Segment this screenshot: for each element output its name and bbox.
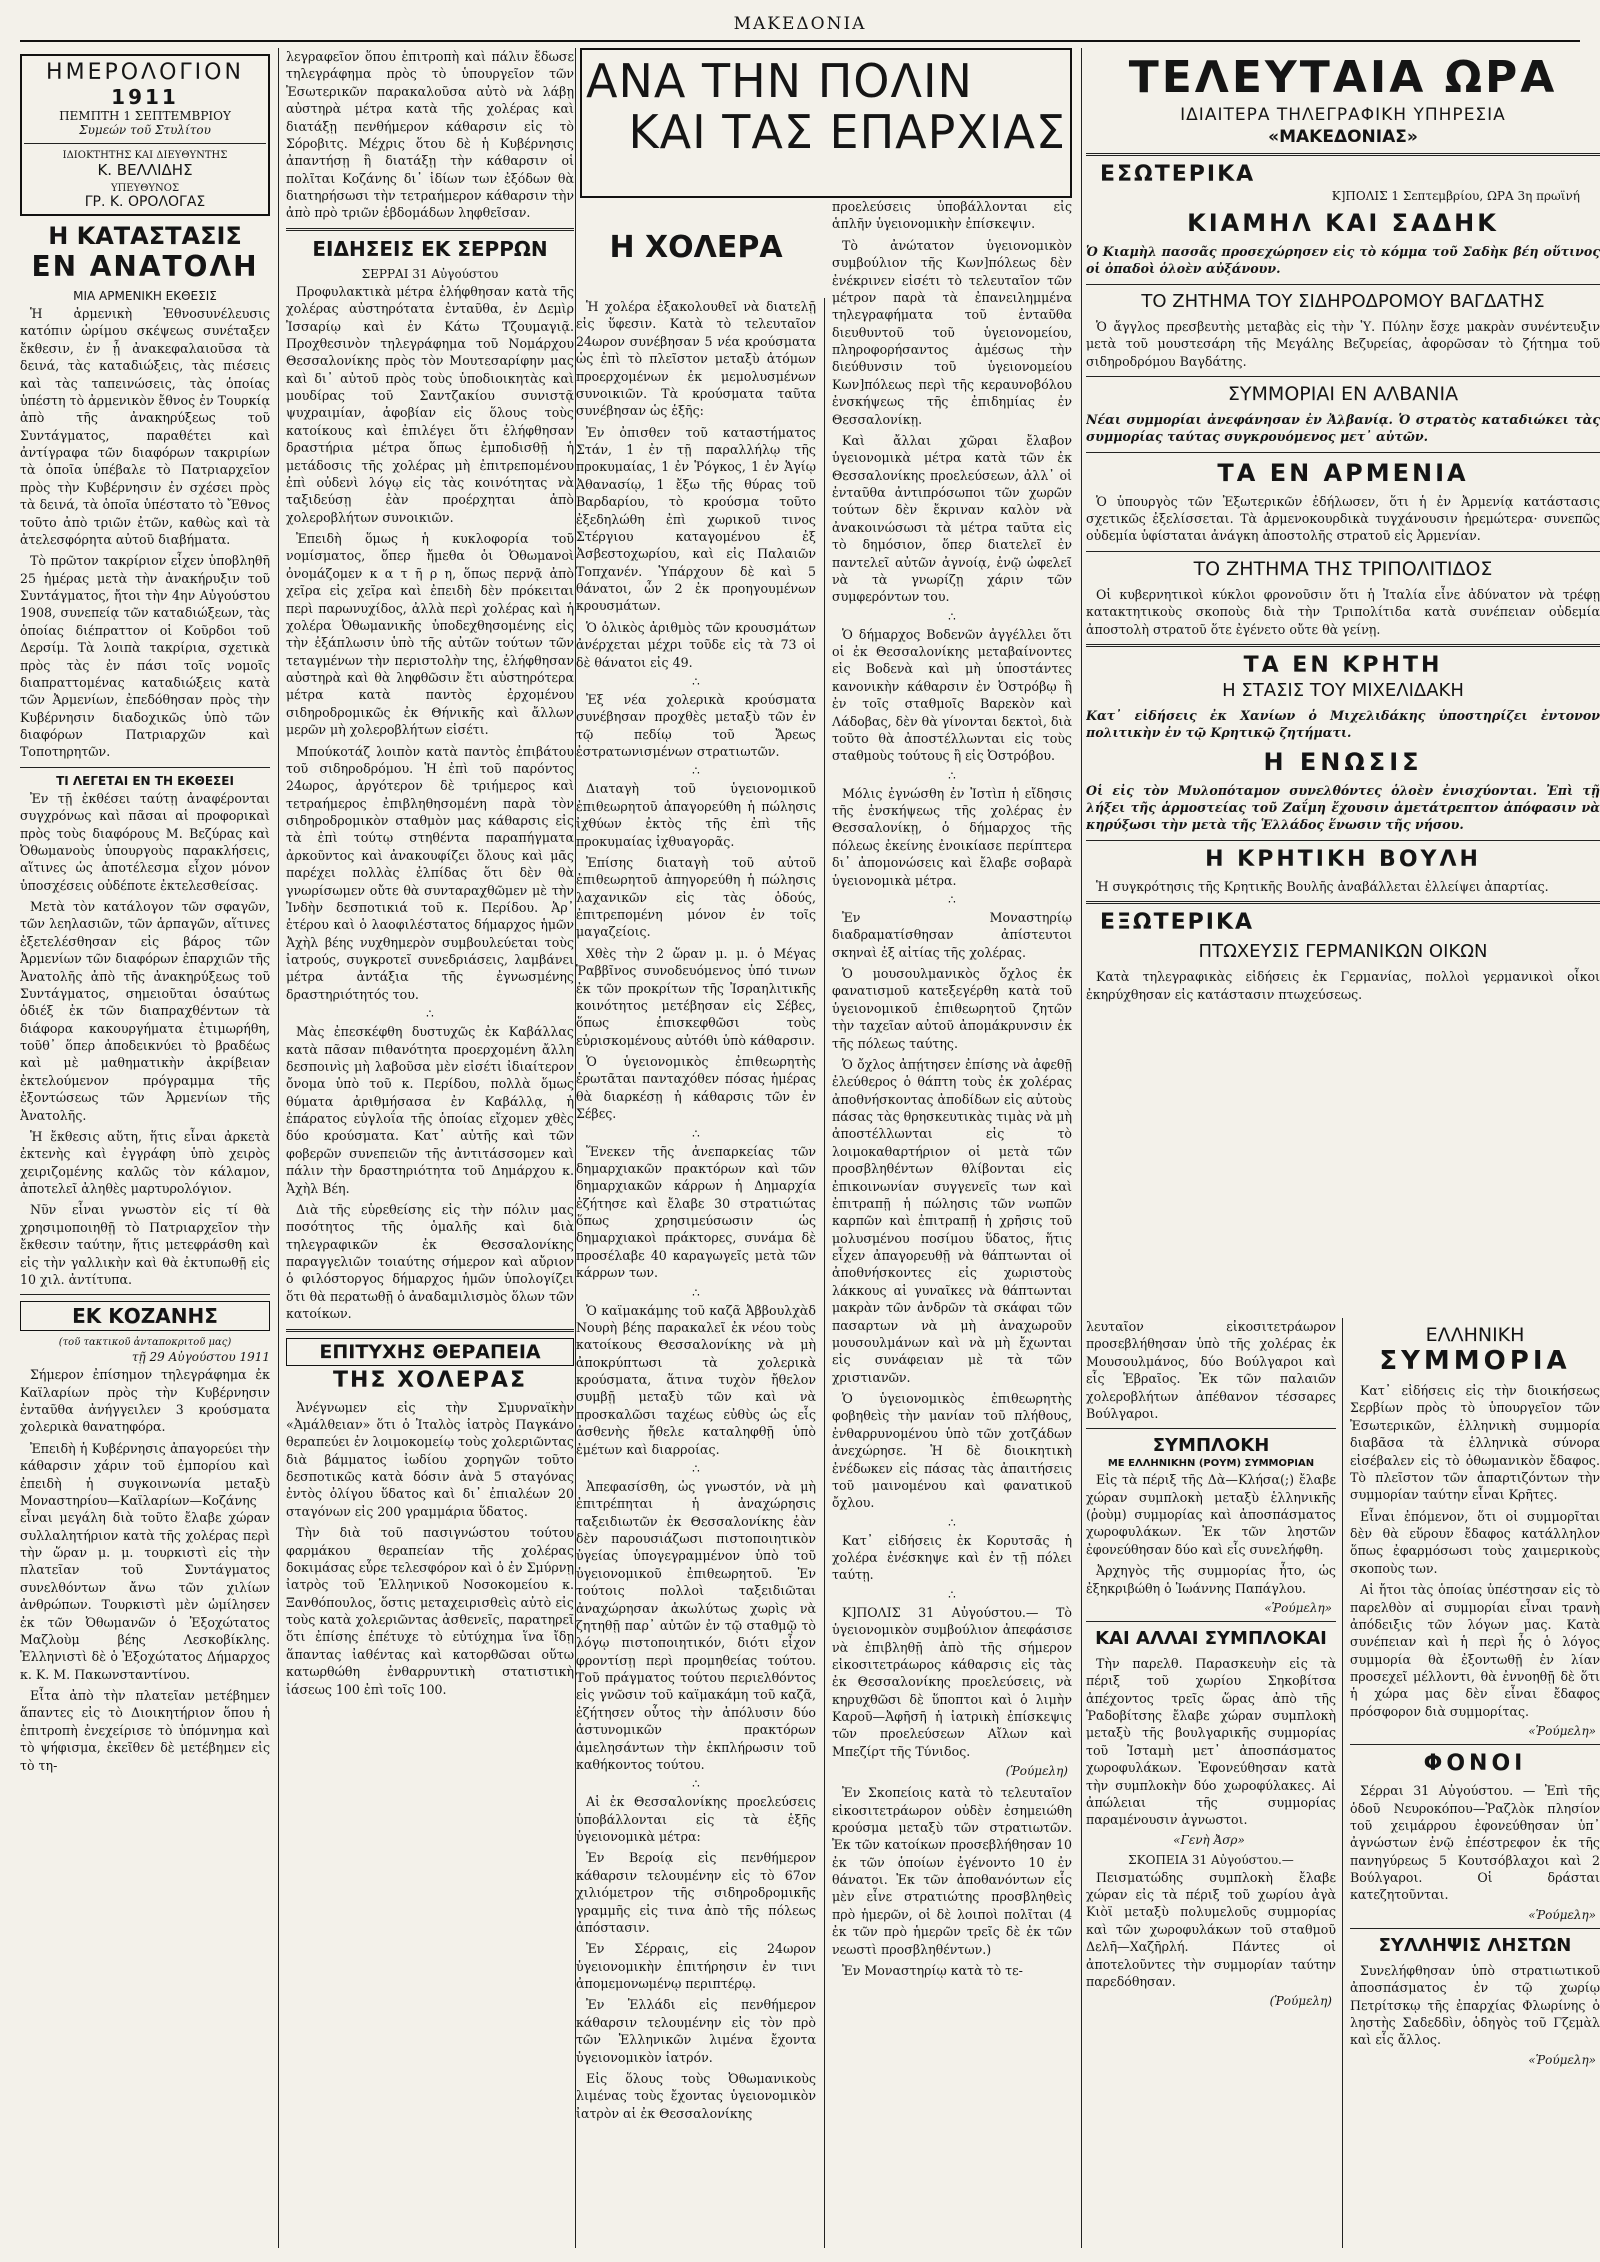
article-kozani-byline: (τοῦ τακτικοῦ ἀνταποκριτοῦ μας): [58, 1337, 232, 1349]
paragraph: Ἐν ὀπισθεν τοῦ καταστήματος Στάν, 1 ἐν τῇ παραλλήλῳ τῆς προκυμαίας, 1 ἐν Ῥόγκος, 1 ἐν Ἁγίῳ Ἀθανασίῳ, 1 ἔξω τῆς θύρας τοῦ Βαρδαρίου, τὸ κρούσμα τοῦτο ἐξεδηλώθη ἐπὶ χωρικοῦ τινος Στέργιου καταγομένου ἐξ Ἀσβεστοχωρίου, καὶ εἰς Παλαιῶν Τοπχανέν. Ὑπάρχουν δὲ καὶ 5 θάνατοι, ὧν 2 ἐκ προηγουμένων κρουσμάτων.: [576, 424, 816, 614]
paragraph: Ὁ καϊμακάμης τοῦ καζᾶ Ἀββουλχὰδ Νουρὴ βέης παρακαλεῖ ἐκ νέου τοὺς κατοίκους Θεσσαλονίκης νὰ μὴ ἀποκρύπτωσι τὰ χολερικὰ κρούσματα, ἅτινα τυχὸν ἤθελον συμβῇ μεταξὺ τῶν καὶ νὰ προσκαλῶσι ταχέως εὐθὺς ὡς εἷς ἀσθενὴς ἤθελε καταληφθῇ ὑπὸ ἐμέτων καὶ διαρροίας.: [576, 1302, 816, 1457]
signature: «Ῥούμελη»: [1264, 1600, 1332, 1615]
article-therapeia-headline-1: ΕΠΙΤΥΧΗΣ ΘΕΡΑΠΕΙΑ: [286, 1338, 574, 1366]
paragraph: Οἱ κυβερνητικοὶ κύκλοι φρονοῦσιν ὅτι ἡ Ἰταλία εἶνε ἀδύνατον νὰ τρέφῃ κατακτητικοὺς σκοποὺς διὰ τὴν Τριπολίτιδα κατὰ συνέπειαν οὐδεμία ἀποστολὴ στρατοῦ ὅτε ἐγένετο οὔτε θὰ γείνῃ.: [1086, 586, 1600, 637]
paragraph: προελεύσεις ὑποβάλλονται εἰς ἁπλῆν ὑγειονομικὴν ἐπίσκεψιν.: [832, 199, 1072, 232]
headline-german-bankruptcies: ΠΤΩΧΕΥΣΙΣ ΓΕΡΜΑΝΙΚΩΝ ΟΙΚΩΝ: [1198, 941, 1488, 963]
headline-other-clashes: ΚΑΙ ΑΛΛΑΙ ΣΥΜΠΛΟΚΑΙ: [1095, 1627, 1327, 1649]
signature: «Γενὴ Ἀσρ»: [1173, 1832, 1245, 1847]
paragraph: Τὸ πρῶτον τακρίριον εἶχεν ὑποβληθῆ 25 ἡμέρας μετὰ τὴν ἀνακήρυξιν τοῦ Συντάγματος, ἤτοι τὴν 4ην Αὐγούστου 1908, συνεπείᾳ τῶν καταδιώξεων, τὰς ὁποίας διέπραττον οἱ Κοῦρδοι τοῦ Δερσίμ. Τὰ λοιπὰ τακρίρια, σχετικὰ πρὸς τὰς ἐν πάσι τοῖς νομοῖς διαπραττομένας καταδιώξεις κατὰ τῶν Ἀρμενίων, ἐπεδόθησαν πρὸς τὴν Κυβέρνησιν διαδοχικῶς ὑπὸ τῶν διαφόρων Πατριαρχῶν καὶ Τοποτηρητῶν.: [20, 553, 270, 760]
paragraph: λεγραφεῖον ὅπου ἐπιτροπὴ καὶ πάλιν ἔδωσε τηλεγράφημα πρὸς τὸ ὑπουργεῖον τῶν Ἐσωτερικῶν παρακαλοῦσα αὐτὸ νὰ λάβῃ αὐστηρὰ μέτρα κατὰ τῆς χολέρας καὶ διατάξῃ πενθήμερον κάθαρσιν εἰς τὸ Σόροβιτς. Μέχρις ὅτου δὲ ἡ Κυβέρνησις ἀπαντήσῃ ἢ διατάξῃ τὴν κάθαρσιν οἱ πολῖται Κοζάνης δι᾽ ἰδίων των ἐξόδων θὰ διατηρήσωσι τὴν τετραήμερον κάθαρσιν τὴν ἀπὸ πρὸ τριῶν ἑβδομάδων ληφθεῖσαν.: [286, 49, 574, 221]
banner-line-2: ΚΑΙ ΤΑΣ ΕΠΑΡΧΙΑΣ: [628, 104, 1066, 159]
paragraph: Διὰ τῆς εὑρεθείσης εἰς τὴν πόλιν μας ποσότητος τῆς ὁμαλῆς καὶ διὰ τηλεγραφικῶν ἐκ Θεσσαλονίκης παραγγελιῶν τοιαύτης σήμερον καὶ αὔριον ὁ φιλόστοργος δήμαρχος ἡμῶν ὑπολογίζει ὅτι θὰ περατωθῇ ὁ ἀναδαμιλισμὸς ὅλων τῶν κατοίκων.: [286, 1201, 574, 1322]
paragraph: Ἕνεκεν τῆς ἀνεπαρκείας τῶν δημαρχιακῶν πρακτόρων καὶ τῶν δημαρχιακῶν κάρρων ἡ Δημαρχία ἐζήτησε καὶ ἔλαβε 30 στρατιώτας ὅπως χρησιμεύσωσιν ὡς δημαρχιακοὶ πράκτορες, συνάμα δὲ προσέλαβε 40 καραγωγεῖς μετὰ τῶν κάρρων των.: [576, 1143, 816, 1281]
column-4-lower: [1086, 1318, 1600, 2248]
paragraph: Ἐπίσης διαταγὴ τοῦ αὐτοῦ ἐπιθεωρητοῦ ἀπηγορεύθη ἡ πώλησις λαχανικῶν εἰς τὰς ὁδούς, ἐπιτρεπομένη μόνον ἐν τοῖς μαγαζείοις.: [576, 854, 816, 940]
paragraph: Σήμερον ἐπίσημον τηλεγράφημα ἐκ Καϊλαρίων πρὸς τὴν Κυβέρνησιν ἐνταῦθα ἀνήγγειλεν 3 κρούσματα χολερικὰ θανατηφόρα.: [20, 1367, 270, 1435]
cholera-headline: Η ΧΟΛΕΡΑ: [609, 230, 783, 265]
headline-tripolitania: ΤΟ ΖΗΤΗΜΑ ΤΗΣ ΤΡΙΠΟΛΙΤΙΔΟΣ: [1193, 557, 1493, 580]
paragraph: Εἰς ὅλους τοὺς Ὀθωμανικοὺς λιμένας τοὺς ἔχοντας ὑγειονομικὸν ἰατρὸν αἱ ἐκ Θεσσαλονίκης: [576, 2070, 816, 2121]
paragraph: Εἰς τὰ πέριξ τῆς Δὰ—Κλήσα(;) ἔλαβε χώραν συμπλοκὴ μεταξὺ ἑλληνικῆς (ῥοὺμ) συμμορίας καὶ ἀποσπάσματος χωροφυλάκων. Ἐκ τῶν ληστῶν ἐφονεύθησαν δύο καὶ εἷς συνελήφθη.: [1086, 1472, 1336, 1557]
paragraph: Κατ᾽ εἰδήσεις εἰς τὴν διοικήσεως Σερβίων πρὸς τὸ ὑπουργεῖον τῶν Ἐσωτερικῶν, ἑλληνικὴ συμμορία διαβᾶσα τὰ ἑλληνικὰ σύνορα εἰσέβαλεν εἰς τὸ ὀθωμανικὸν ἔδαφος. Τὸ πλεῖστον τῶν ἀπαρτιζόντων τὴν συμμορίαν ταύτην εἶναι Κρῆτες.: [1350, 1383, 1600, 1503]
headline-crete: ΤΑ ΕΝ ΚΡΗΤΗ: [1243, 652, 1443, 678]
headline-murders: ΦΟΝΟΙ: [1423, 1751, 1527, 1777]
columns: [20, 48, 1600, 2248]
last-hour-headline: ΤΕΛΕΥΤΑΙΑ ΩΡΑ: [1128, 52, 1558, 103]
paragraph: Εἶτα ἀπὸ τὴν πλατεῖαν μετέβημεν ἅπαντες εἰς τὸ Διοικητήριον ὅπου ἡ ἐπιτροπὴ ἐνεχείρισε τὸ ὑπόμνημα καὶ τὸ ψήφισμα, ἐκεῖθεν δὲ μετέβημεν εἰς τὸ τη-: [20, 1688, 270, 1773]
headline-bandit-arrest: ΣΥΛΛΗΨΙΣ ΛΗΣΤΩΝ: [1378, 1934, 1572, 1956]
paragraph: Ὁ Κιαμὴλ πασσᾶς προσεχώρησεν εἰς τὸ κόμμα τοῦ Σαδὴκ βέη οὕτινος οἱ ὀπαδοὶ ὁλοὲν αὐξάνουν.: [1086, 244, 1600, 277]
paragraph: Κ]ΠΟΛΙΣ 31 Αὐγούστου.— Τὸ ὑγειονομικὸν συμβούλιον ἀπεφάσισε νὰ ἐπιβληθῇ ἀπὸ τῆς σήμερον εἰκοσιτετράωρος κάθαρσις εἰς τὰς ἐκ Θεσσαλονίκης προελεύσεις, νὰ κηρυχθῶσι δὲ ὕποπτοι καὶ ὁ λιμὴν Καροῦ—Ἀφῆσῆ ἡ ἰατρικὴ ἐπίσκεψις τῶν προελεύσεων Αἴλων καὶ Μπεζίρτ τῆς Τύνιδος.: [832, 1604, 1072, 1759]
column-1: [20, 48, 270, 2248]
signature: «Ῥούμελη»: [1528, 1907, 1596, 1922]
paragraph: Ἡ ἀρμενικὴ Ἐθνοσυνέλευσις κατόπιν ὡρίμου σκέψεως συνέταξεν ἔκθεσιν, ἐν ᾗ ἀνακεφαλαιοῦσα τὰ δεινά, τὰς καταδιώξεις, τὰς πιέσεις καὶ τὰς ταπεινώσεις, τὰς ὁποίας ὑπέστη τὸ ἀρμενικὸν ἔθνος ἐν Τουρκίᾳ ἀπὸ τῆς ἀνακηρύξεως τοῦ Συντάγματος, παραθέτει καὶ ἀντίγραφα τῶν διαφόρων τακριρίων τὰ ὁποῖα ὑπέβαλε τὸ Πατριαρχεῖον πρὸς τὴν Κυβέρνησιν ἐν σχέσει πρὸς τὰ δεινά, τὰ ὁποῖα ὑπέστατο τὸ Ἔθνος τοῦτο ἀπὸ τριῶν ἐτῶν, καθὼς καὶ τὰ ἀτελεσφόρητα αὐτοῦ διαβήματα.: [20, 306, 270, 547]
owner-name: Κ. ΒΕΛΛΙΔΗΣ: [97, 161, 193, 179]
column-3: [576, 48, 1076, 2248]
subhead-symploki: ΜΕ ΕΛΛΗΝΙΚΗΝ (ΡΟΥΜ) ΣΥΜΜΟΡΙΑΝ: [1107, 1458, 1315, 1470]
paragraph: Τὴν παρελθ. Παρασκευὴν εἰς τὰ πέριξ τοῦ χωρίου Σηκοβίτσα ἀπέχοντος τρεῖς ὥρας ἀπὸ τῆς Ῥαδοβίτσης ἔλαβε χώραν συμπλοκὴ μεταξὺ τῆς βουλγαρικῆς συμμορίας τοῦ Ἰσταμὴ μετ᾽ ἀποσπάσματος χωροφυλάκων. Ἐφονεύθησαν κατὰ τὴν συμπλοκὴν δύο χωροφύλακες. Αἱ ἀπώλειαι τῆς συμμορίας παραμένουσιν ἀγνωστοι.: [1086, 1655, 1336, 1828]
article-kozani-date: τῇ 29 Αὐγούστου 1911: [131, 1350, 270, 1365]
paragraph: Αἱ ἐκ Θεσσαλονίκης προελεύσεις ὑποβάλλονται εἰς τὰ ἑξῆς ὑγειονομικὰ μέτρα:: [576, 1794, 816, 1844]
paragraph: Ἐν Μοναστηρίῳ διαδραματίσθησαν ἀπίστευτοι σκηναὶ ἐξ αἰτίας τῆς χολέρας.: [832, 909, 1072, 960]
paragraph: Κατ᾽ εἰδήσεις ἐκ Χανίων ὁ Μιχελιδάκης ὑποστηρίζει ἐντονον πολιτικὴν ἐν τῷ Κρητικῷ ζητήματι.: [1086, 707, 1600, 741]
column-4-lower-left: [1086, 1318, 1336, 2014]
paragraph: Αἱ ἤτοι τὰς ὁποίας ὑπέστησαν εἰς τὸ παρελθὸν αἱ συμμορίαι εἶναι τρανὴ ἀπόδειξις τῶν λόγων μας. Κατὰ συνέπειαν καὶ ἡ περὶ ἧς ὁ λόγος συμμορία θὰ ἐξοντωθῇ ἐν λίαν προσεχεῖ μέλλοντι, θὰ ἐννοηθῇ δὲ ὅτι ἡ χώρα μας δὲν εἶναι ἔδαφος πρόσφορον διὰ συμμορίτας.: [1350, 1582, 1600, 1719]
paragraph: Ὁ ὑγειονομικὸς ἐπιθεωρητὴς φοβηθεὶς τὴν μανίαν τοῦ πλήθους, ἐνθαρρυνομένου ὑπὸ τῶν χοτζάδων ἀνεχώρησε. Ἡ δὲ διοικητικὴ ἐνέδωκεν εἰς πάσας τὰς ἀπαιτήσεις τοῦ μαινομένου καὶ φανατικοῦ ὄχλου.: [832, 1391, 1072, 1511]
paragraph: Ὁ μουσουλμανικὸς ὄχλος ἐκ φανατισμοῦ κατεξεγέρθη κατὰ τοῦ ὑγειονομικοῦ ἐπιθεωρητοῦ ζητῶν τὴν ταχεῖαν αὐτοῦ ἀπομάκρυνσιν ἐκ τῆς πόλεως ταύτης.: [832, 966, 1072, 1051]
column-4: [1086, 48, 1600, 2248]
article-anatoli-subhead: ΜΙΑ ΑΡΜΕΝΙΚΗ ΕΚΘΕΣΙΣ: [73, 289, 217, 303]
paragraph: Μπούκοτάζ λοιπὸν κατὰ παντὸς ἐπιβάτου τοῦ σιδηροδρόμου. Ἡ ἐπὶ τοῦ παρόντος 24ωρος, ἀργότερον δὲ τριήμερος καὶ τετραήμερος ἐπιβληθησομένη παρὰ τὸν σιδηροδρομικὸν σταθμὸν μας κάθαρσις εἰς τὰ ἐπὶ τούτῳ στηθέντα παραπήγματα ἀρκοῦντος καὶ ἀνακουφίζει ὅλους καὶ μᾶς παρέχει πολλὰς ἐλπίδας ὅτι δὲν θὰ γνωρίσωμεν οὔτε θὰ συνταραχθῶμεν μὲ τὴν Ἰνδὴν δεσποτικιά τοῦ κ. Περίδου. Ἀρ᾽ ἑτέρου καὶ ὁ λαοφιλέστατος δήμαρχος ἡμῶν Ἀχὴλ βέης νυχθημερὸν συμβουλεύεται τοὺς ἰατρούς, συγκροτεῖ συνεδριάσεις, λαμβάνει μέτρα ἀντάξια τῆς ἐγνωσμένης δραστηριότητός του.: [286, 743, 574, 1002]
paragraph: Ἐπειδὴ ἡ Κυβέρνησις ἀπαγορεύει τὴν κάθαρσιν χάριν τοῦ ἐμπορίου καὶ ἐπειδὴ ἡ συγκοινωνία μεταξὺ Μοναστηρίου—Καϊλαρίων—Κοζάνης εἶναι μεγάλη διὰ τοῦτο ἔλαβε χώραν συλλαλητήριον κατὰ τῆς χολέρας περὶ τὴν ὥραν μ. μ. τουρκιστὶ εἰς τὴν πλατεῖαν τοῦ Συντάγματος συνελθόντων ἄνω τῶν χιλίων ἀνθρώπων. Τουρκιστὶ μὲν ὡμίλησεν ἐκ τῶν Ὀθωμανῶν ὁ Ἐξοχώτατος Μαζλοὺμ βέης Λεσκοβίκλης. Ἑλληνιστὶ δὲ ὁ Ἐξοχώτατος Δήμαρχος κ. Κ. Μ. Πακωνσταντίνου.: [20, 1440, 270, 1682]
paragraph: Ὁ ὑγειονομικὸς ἐπιθεωρητὴς ἐρωτᾶται πανταχόθεν πόσας ἡμέρας θὰ διαρκέσῃ ἡ κάθαρσις τῶν ἐν Σέβες.: [576, 1054, 816, 1122]
calendar-date: ΠΕΜΠΤΗ 1 ΣΕΠΤΕΜΒΡΙΟΥ: [59, 109, 231, 123]
responsible-label: ΥΠΕΥΘΥΝΟΣ: [110, 183, 180, 194]
paragraph: Τὸ ἀνώτατον ὑγειονομικὸν συμβούλιον τῆς Κων]πόλεως δὲν ἐνέκρινεν εἰσέτι τὸ τελευταῖον τῶν μέτρον παρὰ τὰ ἐπανειλημμένα τηλεγραφήματα τοῦ ἐνταῦθα διευθυντοῦ τοῦ ὑγειονομείου, πληροφορήσαντος ἀμέσως τὴν διεύθυνσιν τοῦ ὑγειονομείου Κων]πόλεως περὶ τῆς κεραυνοβόλου ἐνσκήψεως τῆς ἐπιδημίας ἐν Θεσσαλονίκῃ.: [832, 237, 1072, 427]
paragraph: Ἐπειδὴ ὅμως ἡ κυκλοφορία τοῦ νομίσματος, ὅπερ ἤμεθα ὁι Ὀθωμανοὶ ὀνομάζομεν κ α τ ῆ ρ η, ὅπως περνᾷ ἀπὸ χεῖρα εἰς χεῖρα καὶ ἐπειδὴ δὲν πρόκειται περὶ παρωνυχίδος, ἀλλὰ περὶ χολέρας καὶ ἡ χολέρα Ὀθωμανικῆς ὑποδεχθησομένης εἰς τὴν ἐξάπλωσιν ὑπὸ τῆς αὐτῶν τούτων τῶν τεταγμένων τὴν περιστολὴν της, ἐλήφθησαν αὐστηρὰ καὶ θὰ ληφθῶσιν ἔτι αὐστηρότερα μέτρα κατὰ παντὸς ἐρχομένου σιδηροδρομικῶς ἐκ Θήνικῆς καὶ ἄλλων μερῶν μὴ χολεροβλήτων εἰσέτι.: [286, 531, 574, 738]
paragraph: Κατὰ τηλεγραφικὰς εἰδήσεις ἐκ Γερμανίας, πολλοὶ γερμανικοὶ οἶκοι ἐκηρύχθησαν εἰς κατάστασιν πτωχεύσεως.: [1086, 969, 1600, 1002]
dateline-skopje: ΣΚΟΠΕΙΑ 31 Αὐγούστου.—: [1128, 1852, 1294, 1867]
paragraph: Μόλις ἐγνώσθη ἐν Ἰστὶπ ἡ εἴδησις τῆς ἐνσκήψεως τῆς χολέρας ἐν Θεσσαλονίκῃ, ὁ δήμαρχος τῆς πόλεως ἐκείνης ἐνοικίασε περίπτερα δι᾽ ἀπομονώσεις καὶ ἔλαβε σοβαρὰ ὑγειονομικὰ μέτρα.: [832, 785, 1072, 888]
calendar-title: ΗΜΕΡΟΛΟΓΙΟΝ: [46, 60, 244, 85]
calendar-year: 1911: [111, 85, 179, 109]
article-anatoli-headline-1: Η ΚΑΤΑΣΤΑΣΙΣ: [48, 222, 242, 250]
paragraph: Μετὰ τὸν κατάλογον τῶν σφαγῶν, τῶν λεηλασιῶν, τῶν ἁρπαγῶν, αἵτινες ἐξετελέσθησαν εἰς βάρος τῶν Ἀρμενίων τῶν διαφόρων ἐπαρχιῶν τῆς Ἀνατολῆς ἀπὸ τῆς ἀνακηρύξεως τοῦ Συντάγματος, σημειοῦται ὁσαύτως ὁδιέξ ἐκ τῶν διαπραχθέντων τὰ διάφορα κακουργήματα ἐτιμωρήθη, τοῦθ᾽ ὅπερ ἀποδεικνύει τὸ βραδέως καὶ μὲ μαθηματικὴν ἀκρίβειαν ἐκτελούμενον πρόγραμμα τῆς ἐξοντώσεως τῶν Ἀρμενίων τῆς Ἀνατολῆς.: [20, 899, 270, 1123]
paragraph: Ἀπεφασίσθη, ὡς γνωστόν, νὰ μὴ ἐπιτρέπηται ἡ ἀναχώρησις ταξειδιωτῶν ἐκ Θεσσαλονίκης ἐὰν δὲν παρουσιάζωσι πιστοποιητικὸν ὑγείας ὑπογεγραμμένον ὑπὸ τοῦ ὑγειονομικοῦ ἐπιθεωρητοῦ. Ἐν τούτοις πολλοὶ ταξειδιῶται ἀναχώρησαν ἀκωλύτως χωρὶς νὰ ζητηθῇ παρ᾽ αὐτῶν ἐν τῷ σταθμῷ τὸ λόγῳ πιστοποιητικόν, διότι εἶχον φροντίσῃ περὶ προμηθείας τούτου. Τοῦ πράγματος τούτου περιελθόντος εἰς γνῶσιν τοῦ καϊμακάμη τοῦ καζᾶ, ἐζήτησεν οὗτος τὴν ἀπόλυσιν δύο ἀστυνομικῶν πρακτόρων ἀμελησάντων τὴν ἐκπλήρωσιν τοῦ καθήκοντος τούτου.: [576, 1478, 816, 1772]
paragraph: Ἐν Σέρραις, εἰς 24ωρον ὑγειονομικὴν ἐπιτήρησιν ἐν τινι ἀπομεμονωμένῳ περιπτέρῳ.: [576, 1941, 816, 1991]
article-anatoli-headline-2: ΕΝ ΑΝΑΤΟΛΗ: [31, 250, 259, 283]
paragraph: Ὁ ὄχλος ἀπῄτησεν ἐπίσης νὰ ἀφεθῇ ἐλεύθερος ὁ θάπτη τοὺς ἐκ χολέρας ἀποθνήσκοντας ἀποδίδων εἰς αὐτοὺς πάσας τὰς θρησκευτικὰς τιμὰς νὰ μὴ ἀποστέλλωνται εἰς τὸ λοιμοκαθαρτήριον οἱ μετὰ τῶν προσβληθέντων θλίβονται εἰς ἐπικοινωνίαν συγγενεῖς των καὶ ἐπιτραπῇ ἡ πώλησις τῶν νωπῶν καρπῶν καὶ ἐπιτραπῇ ἡ χρῆσις τοῦ μολυσμένου ποσίμου ὕδατος, ἥτις εἶχεν ἀπαγορευθῇ νὰ θάπτωνται οἱ ἀποθνήσκοντες εἰς χωριστοὺς λάκκους αἱ γυναῖκες νὰ θάπτωνται μακρὰν τῶν ἀνδρῶν τὰ σκάφαι τῶν πασαρτων νὰ μὴ ἀναχωροῦν μουσουλμάνων καὶ νὰ μὴ ἔχωνται εἰς συνάφειαν μὲ τὰ τῶν χριστιανῶν.: [832, 1056, 1072, 1385]
headline-enosis: Η ΕΝΩΣΙΣ: [1263, 747, 1423, 776]
signature: (Ῥούμελη): [1269, 1994, 1332, 2009]
signature: «Ῥούμελη»: [1528, 1724, 1596, 1739]
headline-albania: ΣΥΜΜΟΡΙΑΙ ΕΝ ΑΛΒΑΝΙΑ: [1227, 382, 1459, 405]
headline-kiamil: ΚΙΑΜΗΛ ΚΑΙ ΣΑΔΗΚ: [1187, 209, 1499, 237]
paragraph: Χθὲς τὴν 2 ὥραν μ. μ. ὁ Μέγας Ῥαββῖνος συνοδευόμενος ὑπό τινων ἐκ τῶν προκρίτων τῆς Ἰσραηλιτικῆς κοινότητος μετέβησαν εἰς Σέβες, ὅπως ἐπισκεφθῶσι τοὺς εὑρισκομένους αὐτόθι ὑπὸ κάθαρσιν.: [576, 945, 816, 1048]
paragraph: Σέρραι 31 Αὐγούστου. — Ἐπὶ τῆς ὁδοῦ Νευροκόπου—Ῥαζλὸκ πλησίον τοῦ χειμάρρου ἐφονεύθησαν ὑπ᾽ ἀγνώστων ἐνῷ ἐπέστρεφον ἐκ τῆς πανηγύρεως 5 Κουτσόβλαχοι καὶ 2 Βούλγαροι. Οἱ δράσται κατεζητοῦνται.: [1350, 1783, 1600, 1903]
paragraph: λευταῖον εἰκοσιτετράωρον προσεβλήθησαν ὑπὸ τῆς χολέρας ἐκ Μουσουλμάνος, δύο Βούλγαροι καὶ εἷς Ἑβραῖος. Ἐκ τῶν παλαιῶν χολεροβλήτων ἀπέθανον τέσσαρες Βούλγαροι.: [1086, 1319, 1336, 1421]
paragraph: Οἱ εἰς τὸν Μυλοπόταμον συνελθόντες ὁλοὲν ἐνισχύονται. Ἐπὶ τῇ λήξει τῆς ἁρμοστείας τοῦ Ζαΐμη ἔχουσιν ἀμετάτρεπτον ἀπόφασιν νὰ κηρύξωσι τὴν μετὰ τῆς Ἑλλάδος ἕνωσιν τῆς νήσου.: [1086, 782, 1600, 833]
article-ekthesi-subhead: ΤΙ ΛΕΓΕΤΑΙ ΕΝ ΤΗ ΕΚΘΕΣΕΙ: [56, 773, 234, 788]
headline-cretan-parliament: Η ΚΡΗΤΙΚΗ ΒΟΥΛΗ: [1205, 846, 1481, 872]
calendar-saint: Συμεών τοῦ Στυλίτου: [79, 123, 211, 137]
paragraph: Συνελήφθησαν ὑπὸ στρατιωτικοῦ ἀποσπάσματος ἐν τῷ χωρίῳ Πετρίτσκῳ τῆς ἐπαρχίας Φλωρίνης ὁ ληστὴς Σαδεδδὶν, ὁδηγὸς τοῦ Γζεμὰλ καὶ εἷς ἄλλος.: [1350, 1962, 1600, 2048]
paragraph: Μὰς ἐπεσκέφθη δυστυχῶς ἐκ Καβάλλας κατὰ πᾶσαν πιθανότητα προερχομένη ἄλλη δεσποινὶς μὴ λαβοῦσα μὲν εἰσέτι ἰδιαίτερον ὄνομα ὑπὸ τοῦ κ. Περίδου, πολλὰ ὅμως θύματα ἀριθμήσασα ἐν Καβάλλᾳ, ἡ ἐπάρατος εὐγλοΐα τῆς ὁποίας εἴχομεν χθὲς δύο κρούσματα. Κατ᾽ αὐτῆς καὶ τῶν φοβερῶν συνεπειῶν τῆς ἀντιτάσσομεν καὶ πάλιν τὴν δραστηριότητα τοῦ Δημάρχου κ. Ἀχὴλ Βέη.: [286, 1024, 574, 1196]
owner-label: ΙΔΙΟΚΤΗΤΗΣ ΚΑΙ ΔΙΕΥΘΥΝΤΗΣ: [62, 150, 228, 161]
paragraph: Διαταγὴ τοῦ ὑγειονομικοῦ ἐπιθεωρητοῦ ἀπαγορεύθη ἡ πώλησις ἰχθύων ἐκτὸς τῆς ἐπὶ τῆς προκυμαίας ἰχθυαγορᾶς.: [576, 781, 816, 849]
signature: «Ῥούμελη»: [1528, 2052, 1596, 2067]
section-esoterika: ΕΣΩΤΕΡΙΚΑ: [1100, 162, 1256, 187]
paragraph: Ἀρχηγὸς τῆς συμμορίας ἦτο, ὡς ἐξηκριβώθη ὁ Ἰωάννης Παπάγλου.: [1086, 1563, 1336, 1596]
signature: (Ῥούμελη): [1005, 1764, 1068, 1779]
headline-greek-gang-2: ΣΥΜΜΟΡΙΑ: [1379, 1346, 1571, 1376]
column-3-right: προελεύσεις ὑποβάλλονται εἰς ἁπλῆν ὑγειονομικὴν ἐπίσκεψιν. Τὸ ἀνώτατον ὑγειονομικὸν συμβούλιον τῆς Κων]πόλεως δὲν ἐνέκρινεν εἰσέτι τὸ τελευταῖον τῶν μέτρον παρὰ τὰ ἐπανειλημμένα τηλεγραφήματα τοῦ ἐνταῦθα διευθυντοῦ τοῦ ὑγειονομείου, πληροφορήσαντος ἀμέσως τὴν διεύθυνσιν τοῦ ὑγειονομείου Κων]πόλεως περὶ τῆς κεραυνοβόλου ἐνσκήψεως τῆς ἐπιδημίας ἐν Θεσσαλονίκῃ. Καὶ ἄλλαι χῶραι ἔλαβον ὑγειονομικὰ μέτρα κατὰ τῶν ἐκ Θεσσαλονίκης προελεύσεων, ἀλλ᾽ οἱ ἐνταῦθα ἀντιπρόσωποι τῶν χωρῶν τούτων δὲν ἔκριναν καλὸν νὰ ἀνακοινώσωσι τὰ μέτρα ταῦτα εἰς τὸ δημόσιον, ὅπερ διατελεῖ ἐν παντελεῖ αὐτῶν ἀγνοίᾳ, ἐνῷ ὠφελεῖ νὰ τὰ γνωρίζῃ χάριν τῶν συμφερόντων του. ∴ Ὁ δήμαρχος Βοδενῶν ἀγγέλλει ὅτι οἱ ἐκ Θεσσαλονίκης μεταβαίνοντες εἰς Βοδενὰ καὶ μὴ ὑποστάντες κανονικὴν κάθαρσιν ἐν Ὀστρόβῳ ἢ ἐν τοῖς σταθμοῖς Βαρεκὸν καὶ Λάδοβας, δὲν θὰ γίνονται δεκτοὶ, διὰ τοῦτο θὰ ἀποστέλλωνται εἰς τοὺς σταθμοὺς τούτους ἢ εἰς Ὀστρόβου. ∴ Μόλις ἐγνώσθη ἐν Ἰστὶπ ἡ εἴδησις τῆς ἐνσκήψεως τῆς χολέρας ἐν Θεσσαλονίκῃ, ὁ δήμαρχος τῆς πόλεως ἐκείνης ἐνοικίασε περίπτερα δι᾽ ἀπομονώσεις καὶ ἔλαβε σοβαρὰ ὑγειονομικὰ μέτρα. ∴ Ἐν Μοναστηρίῳ διαδραματίσθησαν ἀπίστευτοι σκηναὶ ἐξ αἰτίας τῆς χολέρας. Ὁ μουσουλμανικὸς ὄχλος ἐκ φανατισμοῦ κατεξεγέρθη κατὰ τοῦ ὑγειονομικοῦ ἐπιθεωρητοῦ ζητῶν τὴν ταχεῖαν αὐτοῦ ἀπομάκρυνσιν ἐκ τῆς πόλεως ταύτης. Ὁ ὄχλος ἀπῄτησεν ἐπίσης νὰ ἀφεθῇ ἐλεύθερος ὁ θάπτη τοὺς ἐκ χολέρας ἀποθνήσκοντας ἀποδίδων εἰς αὐτοὺς πάσας τὰς θρησκευτικὰς τιμὰς νὰ μὴ ἀποστέλλωνται εἰς τὸ λοιμοκαθαρτήριον οἱ μετὰ τῶν προσβληθέντων θλίβονται εἰς ἐπικοινωνίαν συγγενεῖς των καὶ ἐπιτραπῇ ἡ πώλησις τῶν νωπῶν καρπῶν καὶ ἐπιτραπῇ ἡ χρῆσις τοῦ μολυσμένου ποσίμου ὕδατος, ἥτις εἶχεν ἀπαγορευθῇ νὰ θάπτωνται οἱ ἀποθνήσκοντες εἰς χωριστοὺς λάκκους αἱ γυναῖκες νὰ θάπτωνται μακρὰν τῶν ἀνδρῶν τὰ σκάφαι τῶν πασαρτων νὰ μὴ ἀναχωροῦν μουσουλμάνων καὶ νὰ μὴ ἔχωνται εἰς συνάφειαν μὲ τὰ τῶν χριστιανῶν. Ὁ ὑγειονομικὸς ἐπιθεωρητὴς φοβηθεὶς τὴν μανίαν τοῦ πλήθους, ἐνθαρρυνομένου ὑπὸ τῶν χοτζάδων ἀνεχώρησε. Ἡ δὲ διοικητικὴ ἐνέδωκεν εἰς πάσας τὰς ἀπαιτήσεις τοῦ μαινομένου καὶ φανατικοῦ ὄχλου. ∴ Κατ᾽ εἰδήσεις ἐκ Κορυτσᾶς ἡ χολέρα ἐνέσκηψε καὶ ἐν τῇ πόλει ταύτῃ. ∴ Κ]ΠΟΛΙΣ 31 Αὐγούστου.— Τὸ ὑγειονομικὸν συμβούλιον ἀπεφάσισε νὰ ἐπιβληθῇ ἀπὸ τῆς σήμερον εἰκοσιτετράωρος κάθαρσις εἰς τὰς ἐκ Θεσσαλονίκης προελεύσεις, νὰ κηρυχθῶσι δὲ ὕποπτοι καὶ ὁ λιμὴν Καροῦ—Ἀφῆσῆ ἡ ἰατρικὴ ἐπίσκεψις τῶν προελεύσεων Αἴλων καὶ Μπεζίρτ τῆς Τύνιδος. (Ῥούμελη) Ἐν Σκοπείοις κατὰ τὸ τελευταῖον εἰκοσιτετράωρον οὐδὲν ἐσημειώθη κρούσμα μεταξὺ τῶν στρατιωτῶν. Ἐκ τῶν κατοίκων προσεβλήθησαν 10 ἐκ τῶν ὁποίων ἐγένοντο 10 ἐν θάνατοι. Ἐκ τῶν ἀποθανόντων εἷς μὲν εἶνε στρατιώτης προσβληθεὶς πρὸ ἡμερῶν, οἱ δὲ λοιποὶ πολῖται (4 ἐκ τῶν πρὸ ἡμερῶν τρεῖς δὲ ἐκ τῶν νεωστὶ προσβληθέντων.) Ἐν Μοναστηρίῳ κατὰ τὸ τε-: [832, 199, 1072, 1978]
column-3-left: Ἡ χολέρα ἐξακολουθεῖ νὰ διατελῇ εἰς ὕφεσιν. Κατὰ τὸ τελευταῖον 24ωρον συνέβησαν 5 νέα κρούσματα ὡς ἐπὶ τὸ πλεῖστον μεταξὺ ἀτόμων προερχομένων ἐκ μεμολυσμένων συνοικιῶν. Τὰ κρούσματα ταῦτα συνέβησαν ὡς ἑξῆς: Ἐν ὀπισθεν τοῦ καταστήματος Στάν, 1 ἐν τῇ παραλλήλῳ τῆς προκυμαίας, 1 ἐν Ῥόγκος, 1 ἐν Ἁγίῳ Ἀθανασίῳ, 1 ἔξω τῆς θύρας τοῦ Βαρδαρίου, τὸ κρούσμα τοῦτο ἐξεδηλώθη ἐπὶ χωρικοῦ τινος Στέργιου καταγομένου ἐξ Ἀσβεστοχωρίου, καὶ εἰς Παλαιῶν Τοπχανέν. Ὑπάρχουν δὲ καὶ 5 θάνατοι, ὧν 2 ἐκ προηγουμένων κρουσμάτων. Ὁ ὁλικὸς ἀριθμὸς τῶν κρουσμάτων ἀνέρχεται μέχρι τοῦδε εἰς τὰ 73 οἱ δὲ θάνατοι εἰς 49. ∴ Ἐξ νέα χολερικὰ κρούσματα συνέβησαν προχθὲς μεταξὺ τῶν ἐν τῷ πεδίῳ τοῦ Ἄρεως ἐστρατωνισμένων στρατιωτῶν. ∴ Διαταγὴ τοῦ ὑγειονομικοῦ ἐπιθεωρητοῦ ἀπαγορεύθη ἡ πώλησις ἰχθύων ἐκτὸς τῆς ἐπὶ τῆς προκυμαίας ἰχθυαγορᾶς. Ἐπίσης διαταγὴ τοῦ αὐτοῦ ἐπιθεωρητοῦ ἀπηγορεύθη ἡ πώλησις λαχανικῶν εἰς τὰς ὁδούς, ἐπιτρεπομένη μόνον ἐν τοῖς μαγαζείοις. Χθὲς τὴν 2 ὥραν μ. μ. ὁ Μέγας Ῥαββῖνος συνοδευόμενος ὑπό τινων ἐκ τῶν προκρίτων τῆς Ἰσραηλιτικῆς κοινότητος μετέβησαν εἰς Σέβες, ὅπως ἐπισκεφθῶσι τοὺς εὑρισκομένους αὐτόθι ὑπὸ κάθαρσιν. Ὁ ὑγειονομικὸς ἐπιθεωρητὴς ἐρωτᾶται πανταχόθεν πόσας ἡμέρας θὰ διαρκέσῃ ἡ κάθαρσις τῶν ἐν Σέβες. ∴ Ἕνεκεν τῆς ἀνεπαρκείας τῶν δημαρχιακῶν πρακτόρων καὶ τῶν δημαρχιακῶν κάρρων ἡ Δημαρχία ἐζήτησε καὶ ἔλαβε 30 στρατιώτας ὅπως χρησιμεύσωσιν ὡς δημαρχιακοὶ πράκτορες, συνάμα δὲ προσέλαβε 40 καραγωγεῖς μετὰ τῶν κάρρων των. ∴ Ὁ καϊμακάμης τοῦ καζᾶ Ἀββουλχὰδ Νουρὴ βέης παρακαλεῖ ἐκ νέου τοὺς κατοίκους Θεσσαλονίκης νὰ μὴ ἀποκρύπτωσι τὰ χολερικὰ κρούσματα, ἅτινα τυχὸν ἤθελον συμβῇ μεταξὺ τῶν καὶ νὰ προσκαλῶσι ταχέως εὐθὺς ὡς εἷς ἀσθενὴς ἤθελε καταληφθῇ ὑπὸ ἐμέτων καὶ διαρροίας. ∴ Ἀπεφασίσθη, ὡς γνωστόν, νὰ μὴ ἐπιτρέπηται ἡ ἀναχώρησις ταξειδιωτῶν ἐκ Θεσσαλονίκης ἐὰν δὲν παρουσιάζωσι πιστοποιητικὸν ὑγείας ὑπογεγραμμένον ὑπὸ τοῦ ὑγειονομικοῦ ἐπιθεωρητοῦ. Ἐν τούτοις πολλοὶ ταξειδιῶται ἀναχώρησαν ἀκωλύτως χωρὶς νὰ ζητηθῇ παρ᾽ αὐτῶν ἐν τῷ σταθμῷ τὸ λόγῳ πιστοποιητικόν, διότι εἶχον φροντίσῃ περὶ προμηθείας τούτου. Τοῦ πράγματος τούτου περιελθόντος εἰς γνῶσιν τοῦ καϊμακάμη τοῦ καζᾶ, ἐζήτησεν οὗτος τὴν ἀπόλυσιν δύο ἀστυνομικῶν πρακτόρων ἀμελησάντων τὴν ἐκπλήρωσιν τοῦ καθήκοντος τούτου. ∴ Αἱ ἐκ Θεσσαλονίκης προελεύσεις ὑποβάλλονται εἰς τὰ ἑξῆς ὑγειονομικὰ μέτρα: Ἐν Βεροίᾳ εἰς πενθήμερον κάθαρσιν τελουμένην εἰς τὸ 67ον χιλιόμετρον τῆς σιδηροδρομικῆς γραμμῆς εἰς τινα ἀπὸ τῆς πόλεως ἀπόστασιν. Ἐν Σέρραις, εἰς 24ωρον ὑγειονομικὴν ἐπιτήρησιν ἐν τινι ἀπομεμονωμένῳ περιπτέρῳ. Ἐν Ἑλλάδι εἰς πενθήμερον κάθαρσιν τελουμένην εἰς τὸν πρὸ τῶν Ἑλληνικῶν λιμένα ἔχοντα ὑγειονομικὸν ἰατρόν. Εἰς ὅλους τοὺς Ὀθωμανικοὺς λιμένας τοὺς ἔχοντας ὑγειονομικὸν ἰατρὸν αἱ ἐκ Θεσσαλονίκης: [576, 299, 816, 2121]
last-hour-subhead-2: «ΜΑΚΕΔΟΝΙΑΣ»: [1268, 127, 1418, 147]
article-serres-date: ΣΕΡΡΑΙ 31 Αὐγούστου: [361, 266, 499, 281]
headline-greek-gang-1: ΕΛΛΗΝΙΚΗ: [1425, 1324, 1525, 1346]
headline-bagdad-railway: ΤΟ ΖΗΤΗΜΑ ΤΟΥ ΣΙΔΗΡΟΔΡΟΜΟΥ ΒΑΓΔΑΤΗΣ: [1141, 290, 1545, 312]
headline-armenia: ΤΑ ΕΝ ΑΡΜΕΝΙΑ: [1217, 458, 1469, 487]
column-4-lower-right: [1350, 1318, 1600, 2073]
paragraph: Εἶναι ἐπόμενον, ὅτι οἱ συμμορῖται δὲν θὰ εὕρουν ἔδαφος κατάλληλον ὅπως ἐφαρμόσωσι τοὺς χαιμερικοὺς σκοποὺς των.: [1350, 1508, 1600, 1576]
calendar-box: [20, 54, 270, 216]
paragraph: Προφυλακτικὰ μέτρα ἐλήφθησαν κατὰ τῆς χολέρας αὐστηρότατα ἐνταῦθα, ἐν Δεμὶρ Ἰσσαρίῳ καὶ ἐν Κάτω Τζουμαγιᾷ. Προχθεσινὸν τηλεγράφημα τοῦ Νομάρχου Θεσσαλονίκης πρὸς τὸν Μουτεσαρίφην μας καὶ δι᾽ αὐτοῦ πρὸς τοὺς ὑποδιοικητὰς καὶ μουδίρας τοῦ Σαντζακίου συνιστᾷ ψυχραιμίαν, ἀφοβίαν εἰς ὅλους τοὺς κατοίκους καὶ ἐπιλέγει ὅτι ἐλήφθησαν δραστήρια μέτρα ὅπως ἐμποδισθῇ ἡ μετάδοσις τῆς χολέρας μὴ ἐπιτρεπομένου ἐπὶ οὐδενὶ λόγῳ εἰς τὰς κοινότητας νὰ ταξιδεύσῃ ἐὰν προέρχηται ἀπὸ χολεροβλήτων συνοικιῶν.: [286, 283, 574, 525]
paragraph: Ἐν Ἑλλάδι εἰς πενθήμερον κάθαρσιν τελουμένην εἰς τὸν πρὸ τῶν Ἑλληνικῶν λιμένα ἔχοντα ὑγειονομικὸν ἰατρόν.: [576, 1997, 816, 2065]
paragraph: Ὁ ὑπουργὸς τῶν Ἐξωτερικῶν ἐδήλωσεν, ὅτι ἡ ἐν Ἀρμενίᾳ κατάστασις σχετικῶς ἐξελίσσεται. Τὰ ἀρμενοκουρδικὰ τυγχάνουσιν ἠρεμώτερα· συνεπῶς οὐδεμία ὑφίσταται ἀνάγκη ἀποστολῆς στρατοῦ εἰς Ἀρμενίαν.: [1086, 493, 1600, 544]
paragraph: Ὁ ὁλικὸς ἀριθμὸς τῶν κρουσμάτων ἀνέρχεται μέχρι τοῦδε εἰς τὰ 73 οἱ δὲ θάνατοι εἰς 49.: [576, 619, 816, 670]
paragraph: Ὁ δήμαρχος Βοδενῶν ἀγγέλλει ὅτι οἱ ἐκ Θεσσαλονίκης μεταβαίνοντες εἰς Βοδενὰ καὶ μὴ ὑποστάντες κανονικὴν κάθαρσιν ἐν Ὀστρόβῳ ἢ ἐν τοῖς σταθμοῖς Βαρεκὸν καὶ Λάδοβας, δὲν θὰ γίνονται δεκτοὶ, διὰ τοῦτο θὰ ἀποστέλλωνται εἰς τοὺς σταθμοὺς τούτους ἢ εἰς Ὀστρόβου.: [832, 626, 1072, 764]
paragraph: Ἀνέγνωμεν εἰς τὴν Σμυρναϊκὴν «Ἀμάλθειαν» ὅτι ὁ Ἰταλὸς ἰατρὸς Παγκάνο θεραπεύει ἐν λοιμοκομείῳ τοὺς χολεριῶντας διὰ βάμματος ἰωδίου χορηγῶν τοῦτο δεσποτικῶς κατὰ δόσιν ἀνὰ 5 σταγόνας ἐντὸς ὀλίγου ὕδατος καὶ δι᾽ ἐπιαλέων 20 σταγόνων εἰς 200 γραμμάρια ὕδατος.: [286, 1399, 574, 1519]
paragraph: Νέαι συμμορίαι ἀνεφάνησαν ἐν Ἀλβανίᾳ. Ὁ στρατὸς καταδιώκει τὰς συμμορίας ταύτας συγκρουόμενος μετ᾽ αὐτῶν.: [1086, 411, 1600, 445]
paragraph: Ἐν Βεροίᾳ εἰς πενθήμερον κάθαρσιν τελουμένην εἰς τὸ 67ον χιλιόμετρον τῆς σιδηροδρομικῆς γραμμῆς εἰς τινα ἀπὸ τῆς πόλεως ἀπόστασιν.: [576, 1850, 816, 1935]
article-kozani-headline: ΕΚ ΚΟΖΑΝΗΣ: [20, 1301, 270, 1331]
headline-symploki: ΣΥΜΠΛΟΚΗ: [1152, 1435, 1270, 1457]
masthead: ΜΑΚΕΔΟΝΙΑ: [20, 14, 1580, 42]
paragraph: Ἐν τῇ ἐκθέσει ταύτῃ ἀναφέρονται συγχρόνως καὶ πᾶσαι αἱ προφορικαὶ πρὸς τοὺς διαφόρους Μ. Βεζύρας καὶ Ὀθωμανοὺς ὑπουργοὺς παρακλήσεις, αἵτινες ὡς ἀποτέλεσμα εἶχον μόνον ὑποσχέσεις οὐδέποτε ἐκτελεσθείσας.: [20, 790, 270, 893]
responsible-name: ΓΡ. Κ. ΟΡΟΛΟΓΑΣ: [84, 194, 206, 210]
paragraph: Πεισματώδης συμπλοκὴ ἔλαβε χώραν εἰς τὰ πέριξ τοῦ χωρίου ἀγὰ Κιὸϊ μεταξὺ πολυμελοῦς συμμορίας καὶ τῶν χωροφυλάκων τοῦ σταθμοῦ Δελῆ—Χαζῆρλή. Πάντες οἱ ἀποτελοῦντες τὴν συμμορίαν ταύτην παρεδόθησαν.: [1086, 1869, 1336, 1989]
paragraph: Ἡ χολέρα ἐξακολουθεῖ νὰ διατελῇ εἰς ὕφεσιν. Κατὰ τὸ τελευταῖον 24ωρον συνέβησαν 5 νέα κρούσματα ὡς ἐπὶ τὸ πλεῖστον μεταξὺ ἀτόμων προερχομένων ἐκ μεμολυσμένων συνοικιῶν. Τὰ κρούσματα ταῦτα συνέβησαν ὡς ἑξῆς:: [576, 299, 816, 419]
article-serres-headline: ΕΙΔΗΣΕΙΣ ΕΚ ΣΕΡΡΩΝ: [312, 236, 548, 261]
paragraph: Ἐξ νέα χολερικὰ κρούσματα συνέβησαν προχθὲς μεταξὺ τῶν ἐν τῷ πεδίῳ τοῦ Ἄρεως ἐστρατωνισμένων στρατιωτῶν.: [576, 691, 816, 759]
headline-michelidakis: Η ΣΤΑΣΙΣ ΤΟΥ ΜΙΧΕΛΙΔΑΚΗ: [1222, 679, 1464, 701]
city-provinces-banner: [580, 48, 1072, 198]
paragraph: Καὶ ἄλλαι χῶραι ἔλαβον ὑγειονομικὰ μέτρα κατὰ τῶν ἐκ Θεσσαλονίκης προελεύσεων, ἀλλ᾽ οἱ ἐνταῦθα ἀντιπρόσωποι τῶν χωρῶν τούτων δὲν ἔκριναν καλὸν νὰ ἀνακοινώσωσι τὰ μέτρα ταῦτα εἰς τὸ δημόσιον, ὅπερ διατελεῖ ἐν παντελεῖ αὐτῶν ἀγνοίᾳ, ἐνῷ ὠφελεῖ νὰ τὰ γνωρίζῃ χάριν τῶν συμφερόντων του.: [832, 432, 1072, 605]
paragraph: Ἐν Μοναστηρίῳ κατὰ τὸ τε-: [842, 1962, 1023, 1978]
last-hour-subhead: ΙΔΙΑΙΤΕΡΑ ΤΗΛΕΓΡΑΦΙΚΗ ΥΠΗΡΕΣΙΑ: [1180, 105, 1506, 125]
article-therapeia-headline-2: ΤΗΣ ΧΟΛΕΡΑΣ: [332, 1367, 527, 1393]
banner-line-1: ΑΝΑ ΤΗΝ ΠΟΛΙΝ: [586, 54, 973, 108]
paragraph: Τὴν διὰ τοῦ πασιγνώστου τούτου φαρμάκου θεραπείαν τῆς χολέρας δοκιμάσας εὗρε τελεσφόρον καὶ ὁ ἐν Σμύρνῃ ἰατρὸς τοῦ Ἑλληνικοῦ Νοσοκομείου κ. Ξανθόπουλος, ὅστις μεταχειρισθεὶς αὐτὸ εἰς τοὺς κατὰ χολεριῶντας ἀσθενεῖς, παρατηρεῖ ὅτι ἐπίσης ἐπέτυχε τὸ εὐτύχημα ἵνα ἴδῃ ἅπαντας ἰαθέντας καὶ κατορθῶσαι οὕτω κατωρθώθη ἐνθαρρυντικὴ στατιστικὴ ἰάσεως 100 ἐπὶ τοῖς 100.: [286, 1525, 574, 1697]
paragraph: Ἐν Σκοπείοις κατὰ τὸ τελευταῖον εἰκοσιτετράωρον οὐδὲν ἐσημειώθη κρούσμα μεταξὺ τῶν στρατιωτῶν. Ἐκ τῶν κατοίκων προσεβλήθησαν 10 ἐκ τῶν ὁποίων ἐγένοντο 10 ἐν θάνατοι. Ἐκ τῶν ἀποθανόντων εἷς μὲν εἶνε στρατιώτης προσβληθεὶς πρὸ ἡμερῶν, οἱ δὲ λοιποὶ πολῖται (4 ἐκ τῶν πρὸ ἡμερῶν τρεῖς δὲ ἐκ τῶν νεωστὶ προσβληθέντων.): [832, 1785, 1072, 1957]
paragraph: Νῦν εἶναι γνωστὸν εἰς τί θὰ χρησιμοποιηθῇ τὸ Πατριαρχεῖον τὴν ἔκθεσιν ταύτην, ἥτις μετεφράσθη καὶ εἰς τὴν γαλλικὴν καὶ θὰ ἐκτυπωθῇ εἰς 10 χιλ. ἀντίτυπα.: [20, 1202, 270, 1287]
section-exoterika: ΕΞΩΤΕΡΙΚΑ: [1100, 910, 1255, 936]
paragraph: Ἡ συγκρότησις τῆς Κρητικῆς Βουλῆς ἀναβάλλεται ἐλλείψει ἀπαρτίας.: [1096, 878, 1549, 894]
paragraph: Ὁ ἄγγλος πρεσβευτὴς μεταβὰς εἰς τὴν Ὑ. Πύλην ἔσχε μακρὰν συνέντευξιν μετὰ τοῦ μουστεσάρη τῆς Μεγάλης Βεζυρείας, ἀφορῶσαν τὸ ζήτημα τοῦ σιδηροδρόμου Βαγδάτης.: [1086, 318, 1600, 369]
paragraph: Κατ᾽ εἰδήσεις ἐκ Κορυτσᾶς ἡ χολέρα ἐνέσκηψε καὶ ἐν τῇ πόλει ταύτῃ.: [832, 1532, 1072, 1583]
dateline: Κ]ΠΟΛΙΣ 1 Σεπτεμβρίου, ΩΡΑ 3η πρωϊνή: [1331, 189, 1580, 203]
paragraph: Ἡ ἔκθεσις αὕτη, ἥτις εἶναι ἀρκετὰ ἐκτενὴς καὶ ἐγγράφη ὑπὸ χειρὸς χειριζομένης καλῶς τὸν κάλαμον, ἀποτελεῖ ἀληθὲς μαρτυρολόγιον.: [20, 1128, 270, 1196]
column-2: λεγραφεῖον ὅπου ἐπιτροπὴ καὶ πάλιν ἔδωσε τηλεγράφημα πρὸς τὸ ὑπουργεῖον τῶν Ἐσωτερικῶν παρακαλοῦσα αὐτὸ νὰ λάβῃ αὐστηρὰ μέτρα κατὰ τῆς χολέρας καὶ διατάξῃ πενθήμερον κάθαρσιν εἰς τὸ Σόροβιτς. Μέχρις ὅτου δὲ ἡ Κυβέρνησις ἀπαντήσῃ ἢ διατάξῃ τὴν κάθαρσιν οἱ πολῖται Κοζάνης δι᾽ ἰδίων των ἐξόδων θὰ διατηρήσωσι τὴν τετραήμερον κάθαρσιν τὴν ἀπὸ πρὸ τριῶν ἑβδομάδων ληφθεῖσαν. ΕΙΔΗΣΕΙΣ ΕΚ ΣΕΡΡΩΝ ΣΕΡΡΑΙ 31 Αὐγούστου Προφυλακτικὰ μέτρα ἐλήφθησαν κατὰ τῆς χολέρας αὐστηρότατα ἐνταῦθα, ἐν Δεμὶρ Ἰσσαρίῳ καὶ ἐν Κάτω Τζουμαγιᾷ. Προχθεσινὸν τηλεγράφημα τοῦ Νομάρχου Θεσσαλονίκης πρὸς τὸν Μουτεσαρίφην μας καὶ δι᾽ αὐτοῦ πρὸς τοὺς ὑποδιοικητὰς καὶ μουδίρας τοῦ Σαντζακίου συνιστᾷ ψυχραιμίαν, ἀφοβίαν εἰς ὅλους τοὺς κατοίκους καὶ ἐπιλέγει ὅτι ἐλήφθησαν δραστήρια μέτρα ὅπως ἐμποδισθῇ ἡ μετάδοσις τῆς χολέρας μὴ ἐπιτρεπομένου ἐπὶ οὐδενὶ λόγῳ εἰς τὰς κοινότητας νὰ ταξιδεύσῃ ἐὰν προέρχηται ἀπὸ χολεροβλήτων συνοικιῶν. Ἐπειδὴ ὅμως ἡ κυκλοφορία τοῦ νομίσματος, ὅπερ ἤμεθα ὁι Ὀθωμανοὶ ὀνομάζομεν κ α τ ῆ ρ η, ὅπως περνᾷ ἀπὸ χεῖρα εἰς χεῖρα καὶ ἐπειδὴ δὲν πρόκειται περὶ παρωνυχίδος, ἀλλὰ περὶ χολέρας καὶ ἡ χολέρα Ὀθωμανικῆς ὑποδεχθησομένης εἰς τὴν ἐξάπλωσιν ὑπὸ τῆς αὐτῶν τούτων τῶν τεταγμένων τὴν περιστολὴν της, ἐλήφθησαν αὐστηρὰ καὶ θὰ ληφθῶσιν ἔτι αὐστηρότερα μέτρα κατὰ παντὸς ἐρχομένου σιδηροδρομικῶς ἐκ Θήνικῆς καὶ ἄλλων μερῶν μὴ χολεροβλήτων εἰσέτι. Μπούκοτάζ λοιπὸν κατὰ παντὸς ἐπιβάτου τοῦ σιδηροδρόμου. Ἡ ἐπὶ τοῦ παρόντος 24ωρος, ἀργότερον δὲ τριήμερος καὶ τετραήμερος ἐπιβληθησομένη παρὰ τὸν σιδηροδρομικὸν σταθμὸν μας κάθαρσις εἰς τὰ ἐπὶ τούτῳ στηθέντα παραπήγματα ἀρκοῦντος καὶ ἀνακουφίζει ὅλους καὶ μᾶς παρέχει πολλὰς ἐλπίδας ὅτι δὲν θὰ γνωρίσωμεν οὔτε θὰ συνταραχθῶμεν μὲ τὴν Ἰνδὴν δεσποτικιά τοῦ κ. Περίδου. Ἀρ᾽ ἑτέρου καὶ ὁ λαοφιλέστατος δήμαρχος ἡμῶν Ἀχὴλ βέης νυχθημερὸν συμβουλεύεται τοὺς ἰατρούς, συγκροτεῖ συνεδριάσεις, λαμβάνει μέτρα ἀντάξια τῆς ἐγνωσμένης δραστηριότητός του. ∴ Μὰς ἐπεσκέφθη δυστυχῶς ἐκ Καβάλλας κατὰ πᾶσαν πιθανότητα προερχομένη ἄλλη δεσποινὶς μὴ λαβοῦσα μὲν εἰσέτι ἰδιαίτερον ὄνομα ὑπὸ τοῦ κ. Περίδου, πολλὰ ὅμως θύματα ἀριθμήσασα ἐν Καβάλλᾳ, ἡ ἐπάρατος εὐγλοΐα τῆς ὁποίας εἴχομεν χθὲς δύο κρούσματα. Κατ᾽ αὐτῆς καὶ τῶν φοβερῶν συνεπειῶν τῆς ἀντιτάσσομεν καὶ πάλιν τὴν δραστηριότητα τοῦ Δημάρχου κ. Ἀχὴλ Βέη. Διὰ τῆς εὑρεθείσης εἰς τὴν πόλιν μας ποσότητος τῆς ὁμαλῆς καὶ διὰ τηλεγραφικῶν ἐκ Θεσσαλονίκης παραγγελιῶν τοιαύτης σήμερον καὶ αὔριον ὁ φιλόστοργος δήμαρχος ἡμῶν ὑπολογίζει ὅτι θὰ περατωθῇ ὁ ἀναδαμιλισμὸς ὅλων τῶν κατοίκων. ΕΠΙΤΥΧΗΣ ΘΕΡΑΠΕΙΑ ΤΗΣ ΧΟΛΕΡΑΣ Ἀνέγνωμεν εἰς τὴν Σμυρναϊκὴν «Ἀμάλθειαν» ὅτι ὁ Ἰταλὸς ἰατρὸς Παγκάνο θεραπεύει ἐν λοιμοκομείῳ τοὺς χολεριῶντας διὰ βάμματος ἰωδίου χορηγῶν τοῦτο δεσποτικῶς κατὰ δόσιν ἀνὰ 5 σταγόνας ἐντὸς ὀλίγου ὕδατος καὶ δι᾽ ἐπιαλέων 20 σταγόνων εἰς 200 γραμμάρια ὕδατος. Τὴν διὰ τοῦ πασιγνώστου τούτου φαρμάκου θεραπείαν τῆς χολέρας δοκιμάσας εὗρε τελεσφόρον καὶ ὁ ἐν Σμύρνῃ ἰατρὸς τοῦ Ἑλληνικοῦ Νοσοκομείου κ. Ξανθόπουλος, ὅστις μεταχειρισθεὶς αὐτὸ εἰς τοὺς κατὰ χολεριῶντας ἀσθενεῖς, παρατηρεῖ ὅτι ἐπίσης ἐπέτυχε τὸ εὐτύχημα ἵνα ἴδῃ ἅπαντας ἰαθέντας καὶ κατορθῶσαι οὕτω κατωρθώθη ἐνθαρρυντικὴ στατιστικὴ ἰάσεως 100 ἐπὶ τοῖς 100.: [286, 49, 574, 1697]
